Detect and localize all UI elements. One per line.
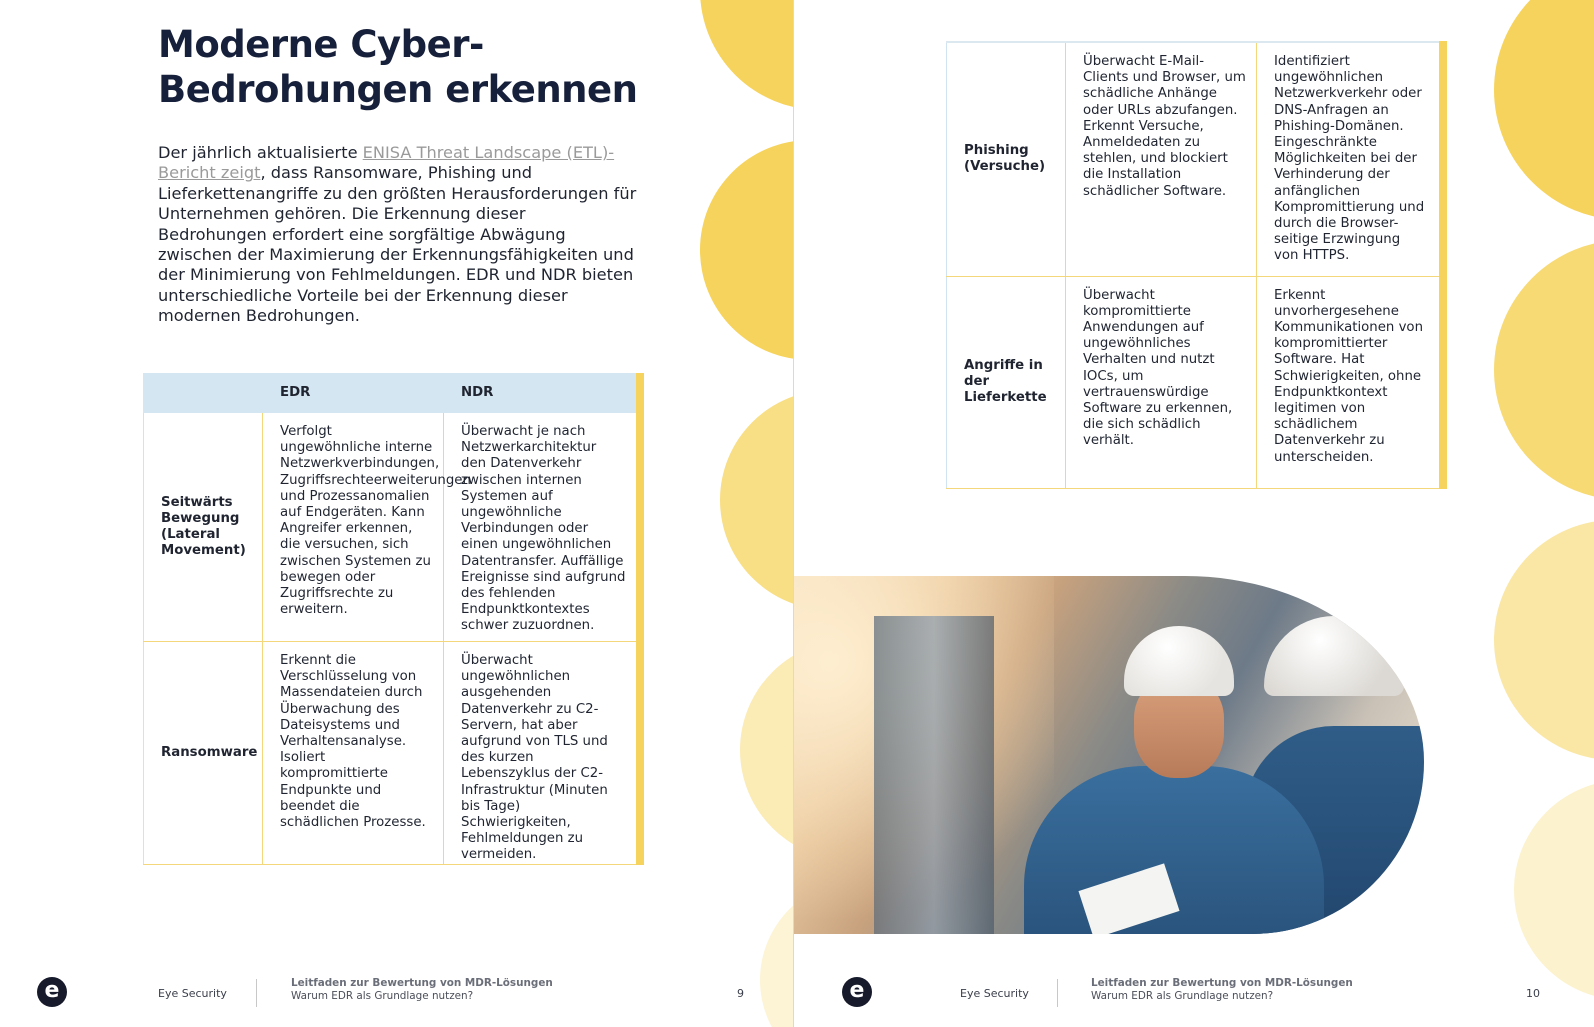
table-header-empty bbox=[144, 374, 263, 413]
page-number: 9 bbox=[737, 987, 744, 1000]
row-label-phishing: Phishing (Versuche) bbox=[947, 42, 1066, 276]
decorative-shape bbox=[700, 0, 793, 110]
decorative-shape bbox=[1494, 0, 1594, 220]
row-label-ransomware: Ransomware bbox=[144, 642, 263, 865]
footer-divider bbox=[1057, 979, 1058, 1007]
footer-doc-title-line: Leitfaden zur Bewertung von MDR-Lösungen bbox=[1091, 977, 1353, 989]
page-title: Moderne Cyber-Bedrohungen erkennen bbox=[158, 23, 638, 111]
edr-cell: Verfolgt ungewöhnliche interne Netzwerkverbindungen, Zugriffsrechteerweiterungen und Prozessanomalien auf Endgeräten. Kann Angreifer erkennen, die versuchen, sich zwischen Systemen zu bewegen oder Zugriffsrechte zu erweitern. bbox=[263, 413, 444, 642]
page-9 bbox=[0, 0, 793, 1027]
table-row bbox=[144, 413, 640, 642]
table-header-edr: EDR bbox=[263, 374, 444, 413]
photo-machine bbox=[874, 616, 994, 934]
footer-doc-title bbox=[291, 977, 553, 1003]
workers-photo bbox=[794, 576, 1424, 934]
decorative-shape bbox=[1494, 240, 1594, 500]
footer-divider bbox=[256, 979, 257, 1007]
ndr-cell: Überwacht ungewöhnlichen ausgehenden Datenverkehr zu C2-Servern, hat aber aufgrund von TLS und des kurzen Lebenszyklus der C2-Infrastruktur (Minuten bis Tage) Schwierigkeiten, Fehlmeldungen zu vermeiden. bbox=[444, 642, 640, 865]
table-header-row bbox=[144, 374, 640, 413]
table-row bbox=[144, 642, 640, 865]
footer-doc-subtitle: Warum EDR als Grundlage nutzen? bbox=[291, 990, 474, 1002]
eye-security-logo: e bbox=[842, 977, 872, 1007]
hard-hat-icon bbox=[1124, 626, 1234, 696]
intro-paragraph bbox=[158, 143, 638, 327]
page-footer bbox=[794, 967, 1594, 1027]
table-row bbox=[947, 42, 1443, 276]
decorative-shape bbox=[1494, 520, 1594, 760]
edr-cell: Überwacht E-Mail-Clients und Browser, um schädliche Anhänge oder URLs abzufangen. Erkennt Versuche, Anmeldedaten zu stehlen, und blockiert die Installation schädlicher Software. bbox=[1066, 42, 1257, 276]
edr-cell: Überwacht kompromittierte Anwendungen auf ungewöhnliches Verhalten und nutzt IOCs, um vertrauenswürdige Software zu erkennen, die sich schädlich verhält. bbox=[1066, 276, 1257, 488]
threat-comparison-table bbox=[143, 373, 644, 865]
hard-hat-icon bbox=[1264, 616, 1404, 696]
footer-brand: Eye Security bbox=[158, 987, 227, 1000]
ndr-cell: Erkennt unvorhergesehene Kommunikationen von kompromittierter Software. Hat Schwierigkeiten, ohne Endpunktkontext legitimen von schädlichem Datenverkehr zu unterscheiden. bbox=[1257, 276, 1443, 488]
ndr-cell: Identifiziert ungewöhnlichen Netzwerkverkehr oder DNS-Anfragen an Phishing-Domänen. Eingeschränkte Möglichkeiten bei der Verhinderung der anfänglichen Kompromittierung und durch die Browser-seitige Erzwingung von HTTPS. bbox=[1257, 42, 1443, 276]
threat-comparison-table-continued bbox=[946, 41, 1447, 489]
intro-text-suffix: , dass Ransomware, Phishing und Lieferkettenangriffe zu den größten Herausforderungen für Unternehmen gehören. Die Erkennung dieser Bedrohungen erfordert eine sorgfältige Abwägung zwischen der Maximierung der Erkennungsfähigkeiten und der Minimierung von Fehlmeldungen. EDR und NDR bieten unterschiedliche Vorteile bei der Erkennung dieser modernen Bedrohungen. bbox=[158, 163, 637, 326]
intro-text-prefix: Der jährlich aktualisierte bbox=[158, 143, 363, 162]
row-label-supply-chain: Angriffe in der Lieferkette bbox=[947, 276, 1066, 488]
edr-cell: Erkennt die Verschlüsselung von Massendateien durch Überwachung des Dateisystems und Verhaltensanalyse. Isoliert kompromittierte Endpunkte und beendet die schädlichen Prozesse. bbox=[263, 642, 444, 865]
row-label-lateral-movement: Seitwärts Bewegung (Lateral Movement) bbox=[144, 413, 263, 642]
eye-security-logo: e bbox=[37, 977, 67, 1007]
page-footer bbox=[0, 967, 793, 1027]
decorative-shape bbox=[700, 140, 793, 360]
decorative-shape bbox=[720, 390, 793, 610]
footer-brand: Eye Security bbox=[960, 987, 1029, 1000]
footer-doc-title-line: Leitfaden zur Bewertung von MDR-Lösungen bbox=[291, 977, 553, 989]
enisa-report-link[interactable]: ENISA Threat Landscape (ETL)-Bericht zeigt bbox=[158, 143, 615, 183]
footer-doc-subtitle: Warum EDR als Grundlage nutzen? bbox=[1091, 990, 1274, 1002]
table-header-ndr: NDR bbox=[444, 374, 640, 413]
ndr-cell: Überwacht je nach Netzwerkarchitektur den Datenverkehr zwischen internen Systemen auf ungewöhnliche Verbindungen oder einen ungewöhnlichen Datentransfer. Auffällige Ereignisse sind aufgrund des fehlenden Endpunktkontextes schwer zuzuordnen. bbox=[444, 413, 640, 642]
page-number: 10 bbox=[1526, 987, 1540, 1000]
footer-doc-title bbox=[1091, 977, 1353, 1003]
decorative-shape bbox=[740, 640, 793, 860]
table-row bbox=[947, 276, 1443, 488]
